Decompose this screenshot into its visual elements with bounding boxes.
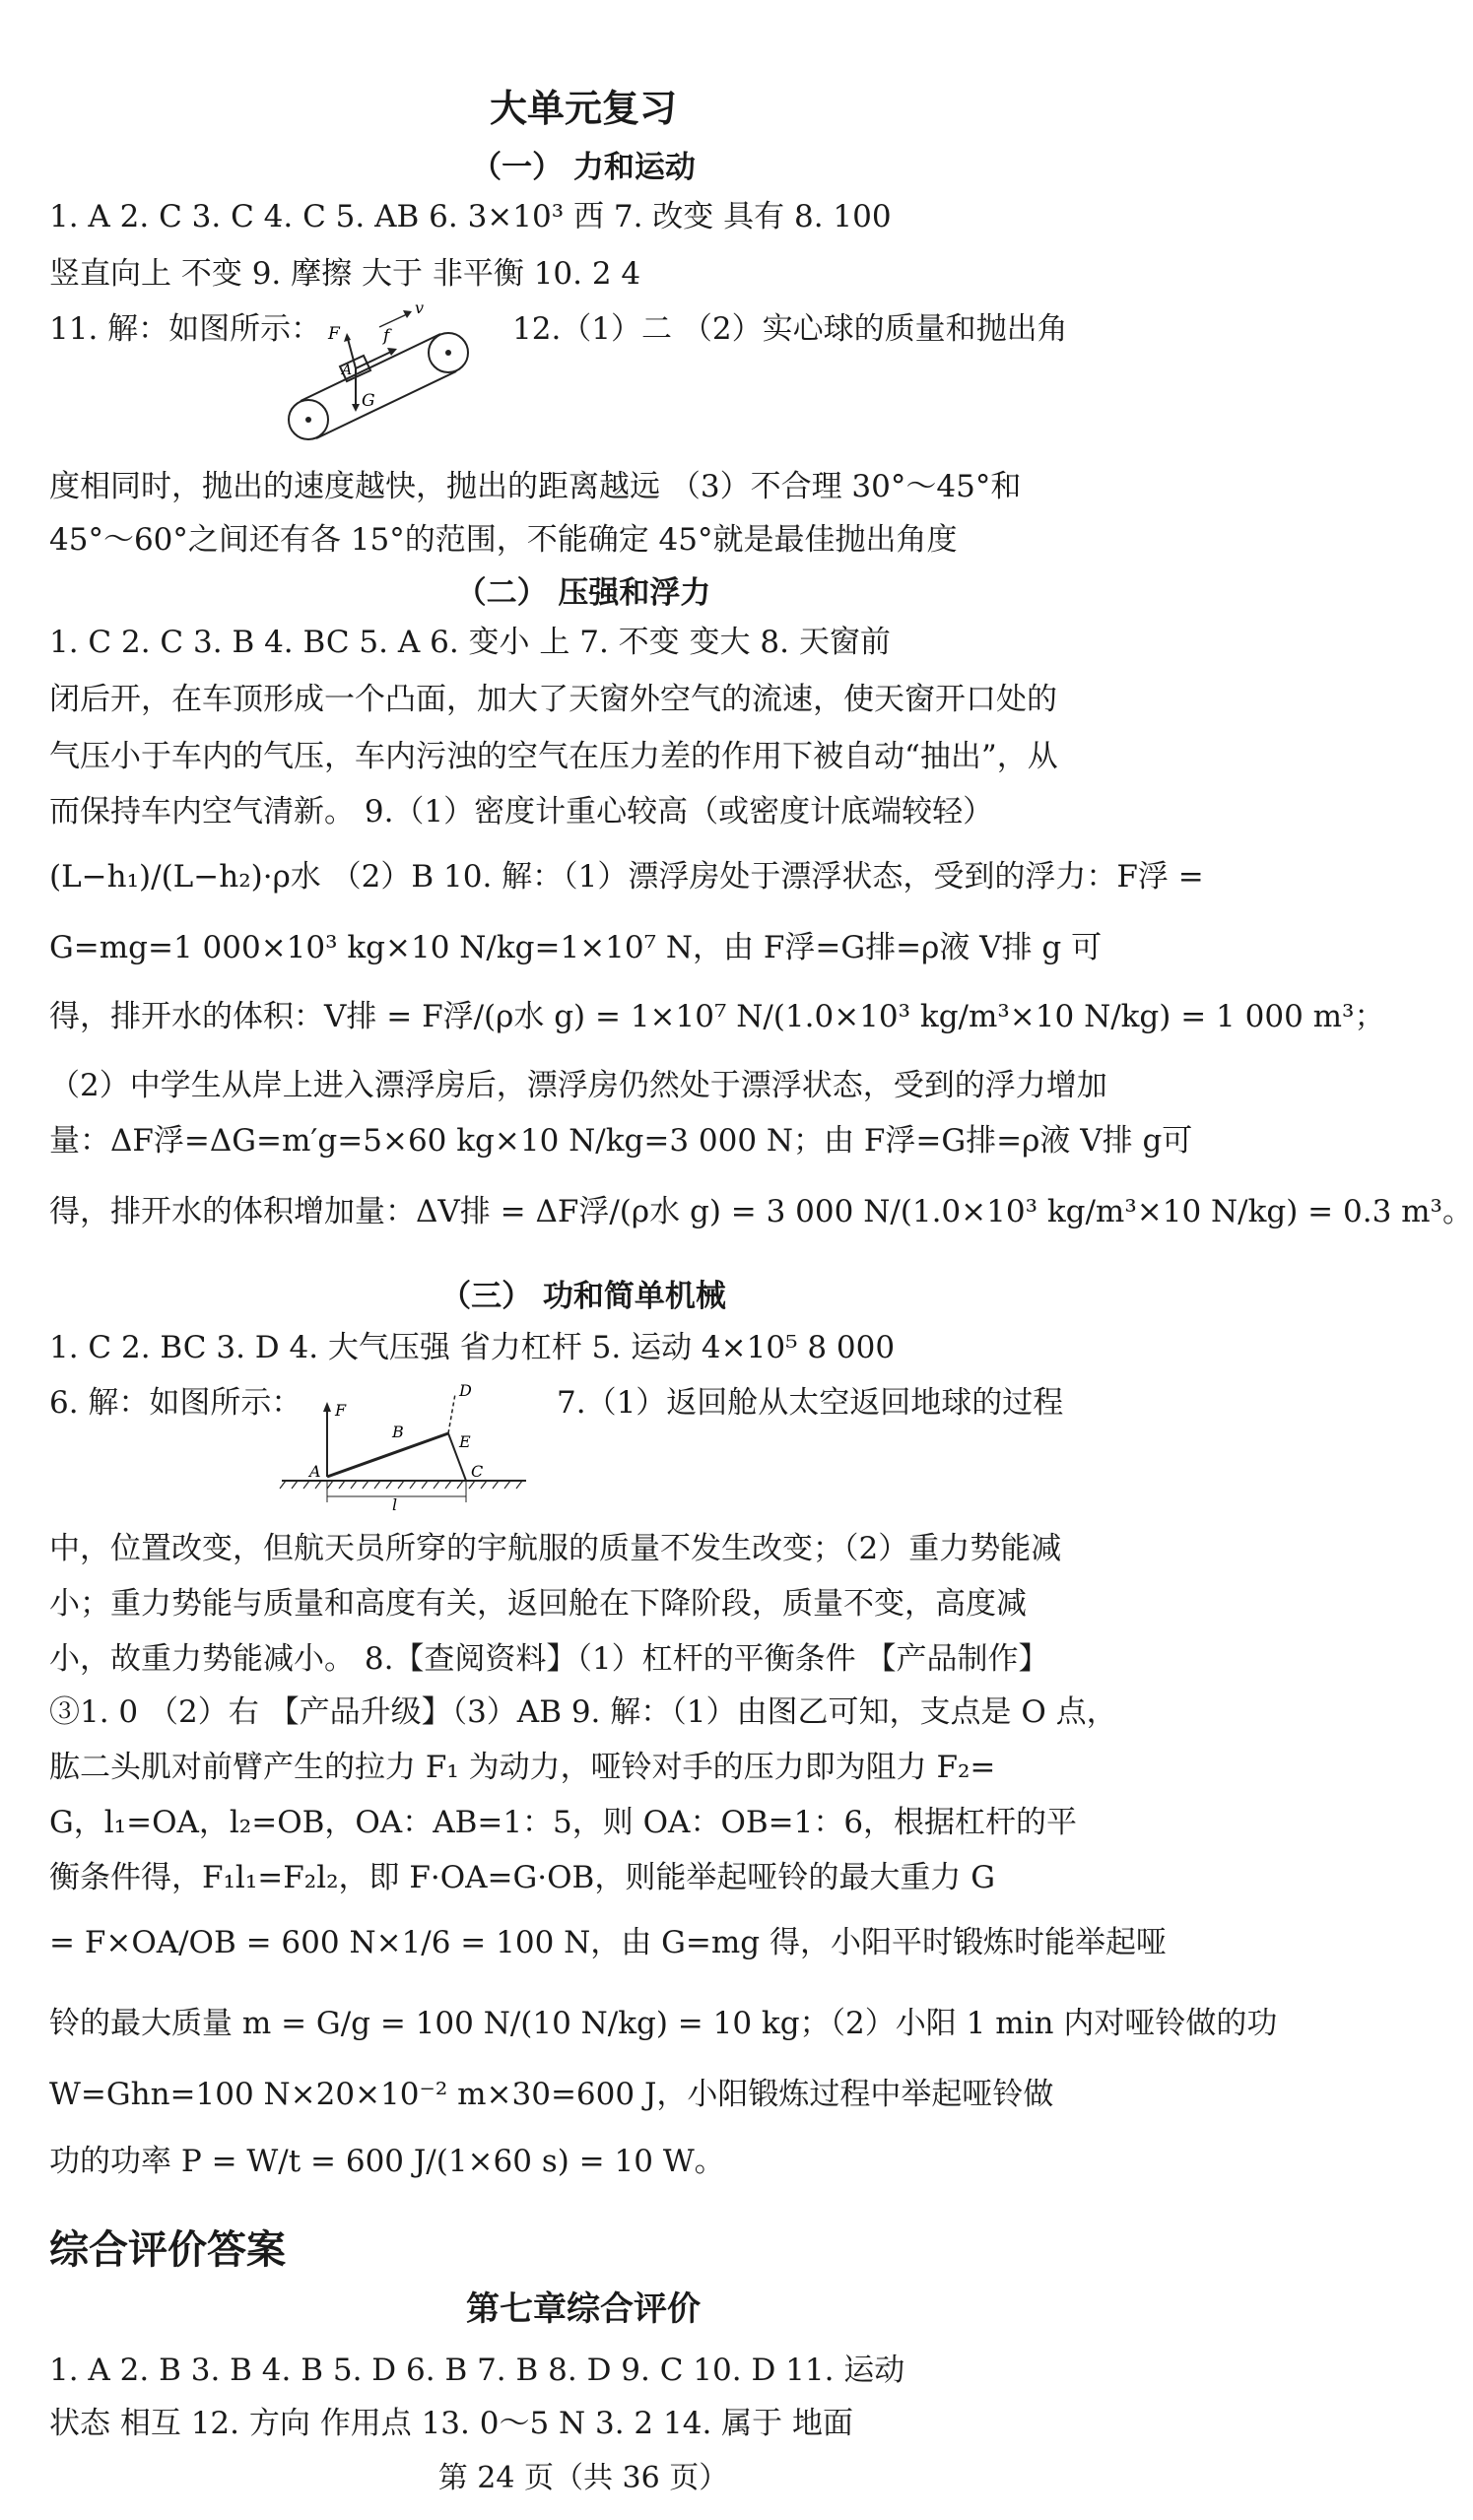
label-f: f (383, 326, 390, 346)
s3-line-7: 肱二头肌对前臂产生的拉力 F₁ 为动力，哑铃对手的压力即为阻力 F₂= (49, 1750, 996, 1785)
label-F: F (335, 1401, 347, 1420)
section-2-heading: （二） 压强和浮力 (455, 575, 711, 611)
s2-line-3: 气压小于车内的气压，车内污浊的空气在压力差的作用下被自动“抽出”，从 (49, 739, 1058, 774)
eval-line-2: 状态 相互 12. 方向 作用点 13. 0～5 N 3. 2 14. 属于 地面 (49, 2406, 854, 2441)
label-G: G (362, 391, 375, 411)
s3-line-10: = F×OA/OB = 600 N×1/6 = 100 N，由 G=mg 得，小阳平时锻炼时能举起哑 (49, 1925, 1167, 1960)
label-C: C (471, 1462, 484, 1481)
evaluation-heading: 综合评价答案 (49, 2227, 286, 2273)
page-title: 大单元复习 (489, 87, 677, 130)
lever-figure (276, 1374, 532, 1512)
s3-line-8: G，l₁=OA，l₂=OB，OA：AB=1：5，则 OA：OB=1：6，根据杠杆的平 (49, 1805, 1078, 1840)
s2-line-8: （2）中学生从岸上进入漂浮房后，漂浮房仍然处于漂浮状态，受到的浮力增加 (49, 1068, 1107, 1103)
s2-line-7: 得，排开水的体积：V排 = F浮/(ρ水 g) = 1×10⁷ N/(1.0×10³ kg/m³×10 N/kg) = 1 000 m³； (49, 999, 1385, 1034)
label-D: D (459, 1381, 472, 1400)
ground-hatch (280, 1481, 522, 1489)
s1-line-4: 度相同时，抛出的速度越快，抛出的距离越远 （3）不合理 30°～45°和 (49, 469, 1022, 504)
s3-line-2b: 7.（1）返回舱从太空返回地球的过程 (557, 1385, 1064, 1421)
s1-line-2: 竖直向上 不变 9. 摩擦 大于 非平衡 10. 2 4 (49, 256, 641, 292)
s3-line-3: 中，位置改变，但航天员所穿的宇航服的质量不发生改变；（2）重力势能减 (49, 1531, 1062, 1566)
s3-line-9: 衡条件得，F₁l₁=F₂l₂，即 F·OA=G·OB，则能举起哑铃的最大重力 G (49, 1860, 995, 1895)
label-v: v (415, 298, 425, 317)
s2-line-6: G=mg=1 000×10³ kg×10 N/kg=1×10⁷ N，由 F浮=G排=ρ液 V排 g 可 (49, 930, 1103, 965)
s2-line-10: 得，排开水的体积增加量：ΔV排 = ΔF浮/(ρ水 g) = 3 000 N/(1.0×10³ kg/m³×10 N/kg) = 0.3 m³。 (49, 1194, 1473, 1229)
s2-line-4: 而保持车内空气清新。 9.（1）密度计重心较高（或密度计底端较轻） (49, 794, 994, 829)
dashed-line-d (448, 1394, 455, 1433)
label-E: E (459, 1432, 471, 1451)
force-f-arrowhead (323, 1402, 331, 1412)
label-B: B (392, 1423, 404, 1441)
section-3-heading: （三） 功和简单机械 (440, 1279, 726, 1314)
s3-line-13: 功的功率 P = W/t = 600 J/(1×60 s) = 10 W。 (49, 2144, 725, 2179)
left-roller-center (305, 417, 311, 423)
label-l: l (392, 1495, 398, 1514)
label-A: A (342, 363, 353, 378)
conveyor-belt-figure (281, 294, 488, 451)
right-roller-center (445, 350, 451, 356)
s2-line-9: 量：ΔF浮=ΔG=m′g=5×60 kg×10 N/kg=3 000 N；由 F浮=G排=ρ液 V排 g可 (49, 1123, 1193, 1159)
s3-line-5: 小，故重力势能减小。 8.【查阅资料】（1）杠杆的平衡条件 【产品制作】 (49, 1641, 1049, 1677)
s1-line-5: 45°～60°之间还有各 15°的范围，不能确定 45°就是最佳抛出角度 (49, 522, 958, 558)
s3-line-1: 1. C 2. BC 3. D 4. 大气压强 省力杠杆 5. 运动 4×10⁵ 8 000 (49, 1330, 896, 1365)
s3-line-12: W=Ghn=100 N×20×10⁻² m×30=600 J，小阳锻炼过程中举起哑铃做 (49, 2077, 1054, 2112)
page-footer: 第 24 页（共 36 页） (437, 2461, 729, 2495)
s3-line-11: 铃的最大质量 m = G/g = 100 N/(10 N/kg) = 10 kg；（2）小阳 1 min 内对哑铃做的功 (49, 2006, 1278, 2041)
label-A: A (309, 1462, 321, 1481)
s1-line-3a: 11. 解：如图所示： (49, 311, 322, 347)
section-1-heading: （一） 力和运动 (471, 150, 696, 185)
s1-line-1: 1. A 2. C 3. C 4. C 5. AB 6. 3×10³ 西 7. 改变 具有 8. 100 (49, 199, 892, 234)
lever-rod (327, 1433, 448, 1477)
chapter-7-heading: 第七章综合评价 (466, 2289, 701, 2329)
s3-line-4: 小；重力势能与质量和高度有关，返回舱在下降阶段，质量不变，高度减 (49, 1586, 1027, 1622)
support-force-arrowhead (344, 333, 351, 342)
eval-line-1: 1. A 2. B 3. B 4. B 5. D 6. B 7. B 8. D 9. C 10. D 11. 运动 (49, 2353, 905, 2388)
s2-line-2: 闭后开，在车顶形成一个凸面，加大了天窗外空气的流速，使天窗开口处的 (49, 682, 1057, 717)
s1-line-3b: 12.（1）二 （2）实心球的质量和抛出角 (512, 311, 1068, 347)
s2-line-5: (L−h₁)/(L−h₂)·ρ水 （2）B 10. 解：（1）漂浮房处于漂浮状态，受到的浮力：F浮 = (49, 859, 1204, 895)
gravity-arrowhead (352, 404, 360, 412)
belt-bottom (316, 371, 456, 438)
s3-line-2a: 6. 解：如图所示： (49, 1385, 302, 1421)
label-F: F (328, 324, 340, 344)
velocity-arrowhead (403, 310, 412, 318)
s2-line-1: 1. C 2. C 3. B 4. BC 5. A 6. 变小 上 7. 不变 变大 8. 天窗前 (49, 625, 891, 660)
s3-line-6: ③1. 0 （2）右 【产品升级】（3）AB 9. 解：（1）由图乙可知，支点是 O 点， (49, 1694, 1117, 1730)
